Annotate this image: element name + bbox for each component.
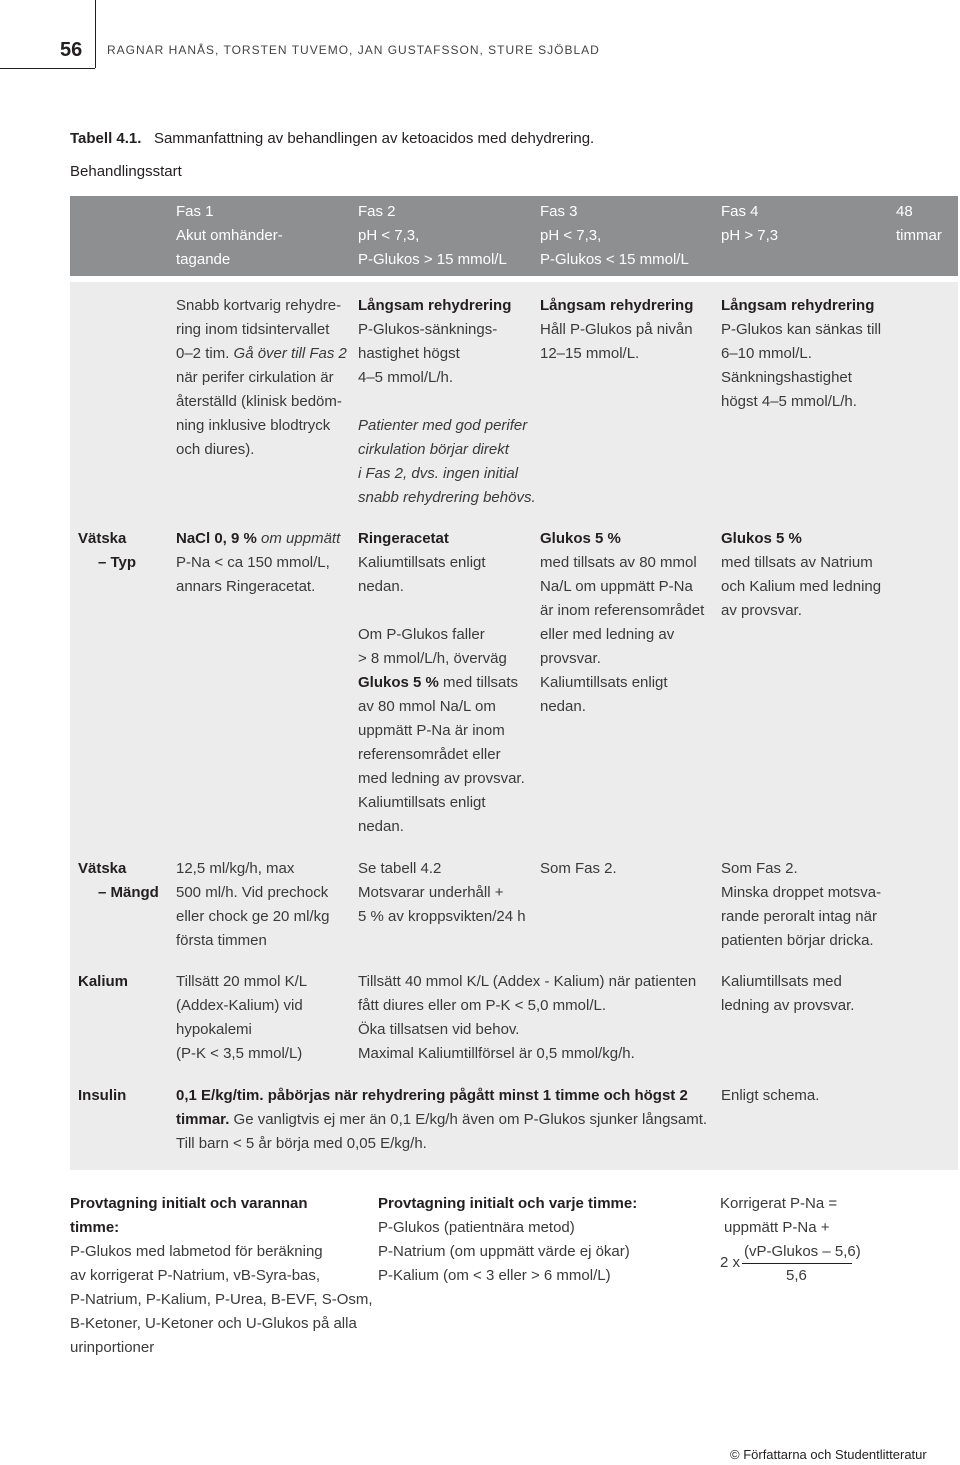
text-line: och Kalium med ledning bbox=[721, 578, 882, 595]
text-line: Kaliumtillsats med bbox=[721, 973, 842, 990]
row-label-vatska-mangd bbox=[78, 857, 159, 905]
cell-general-fas2 bbox=[358, 294, 536, 510]
text-line: Se tabell 4.2 bbox=[358, 860, 442, 877]
cell-typ-fas3 bbox=[540, 527, 704, 719]
text-line: annars Ringeracetat. bbox=[176, 578, 316, 595]
text-line: högst 4–5 mmol/L/h. bbox=[721, 393, 857, 410]
footer-title: timme: bbox=[70, 1219, 120, 1236]
cell-title: Långsam rehydrering bbox=[721, 297, 875, 314]
text-line: med tillsats av Natrium bbox=[721, 554, 873, 571]
row-label-line: Vätska bbox=[78, 530, 127, 547]
row-label-vatska-typ bbox=[78, 527, 136, 575]
text-bold: NaCl 0, 9 % bbox=[176, 530, 257, 547]
row-label-kalium: Kalium bbox=[78, 973, 129, 990]
text-line: P-Glukos kan sänkas till bbox=[721, 321, 882, 338]
cell-title: Långsam rehydrering bbox=[540, 297, 694, 314]
text-line-italic: cirkulation börjar direkt bbox=[358, 441, 509, 458]
text-line: 6–10 mmol/L. bbox=[721, 345, 812, 362]
text-line: Tillsätt 20 mmol K/L bbox=[176, 973, 308, 990]
cell-general-fas3 bbox=[540, 294, 693, 366]
header-fas4 bbox=[721, 200, 778, 248]
header-48-line: timmar bbox=[896, 227, 942, 244]
header-fas3-line: P-Glukos < 15 mmol/L bbox=[540, 251, 689, 268]
text-line: (Addex-Kalium) vid bbox=[176, 997, 303, 1014]
text-line: referensområdet eller bbox=[358, 746, 501, 763]
text-line: nedan. bbox=[358, 578, 404, 595]
header-fas1-line: Akut omhänder- bbox=[176, 227, 283, 244]
text-line: Håll P-Glukos på nivån bbox=[540, 321, 693, 338]
text-line: ring inom tidsintervallet bbox=[176, 321, 330, 338]
text-line: P-Glukos (patientnära metod) bbox=[378, 1219, 575, 1236]
footer-title: Provtagning initialt och varje timme: bbox=[378, 1195, 638, 1212]
cell-typ-fas1 bbox=[176, 527, 340, 599]
text-line: Sänkningshastighet bbox=[721, 369, 852, 386]
text-line: Motsvarar underhåll + bbox=[358, 884, 504, 901]
cell-mangd-fas2 bbox=[358, 857, 526, 929]
page-number: 56 bbox=[60, 39, 83, 61]
text-line: är inom referensområdet bbox=[540, 602, 705, 619]
text-line: nedan. bbox=[540, 698, 586, 715]
footer-formula-numerator: (vP-Glukos – 5,6) bbox=[744, 1243, 861, 1260]
footer-sampling-left bbox=[70, 1192, 373, 1360]
text-line: med tillsats av 80 mmol bbox=[540, 554, 697, 571]
cell-kalium-fas4 bbox=[721, 970, 854, 1018]
text-line: ning inklusive blodtryck bbox=[176, 417, 331, 434]
text-line: eller chock ge 20 ml/kg bbox=[176, 908, 330, 925]
header-fas1-line: Fas 1 bbox=[176, 203, 214, 220]
text-line: Kaliumtillsats enligt bbox=[358, 794, 486, 811]
footer-formula-l2: uppmätt P-Na + bbox=[724, 1219, 830, 1236]
cell-typ-fas4 bbox=[721, 527, 881, 623]
text-bold: Glukos 5 % bbox=[358, 674, 439, 691]
footer-sampling-middle bbox=[378, 1192, 637, 1288]
running-header-authors: RAGNAR HANÅS, TORSTEN TUVEMO, JAN GUSTAFSSON, STURE SJÖBLAD bbox=[107, 43, 600, 57]
text-line: Na/L om uppmätt P-Na bbox=[540, 578, 693, 595]
text-line-italic: Patienter med god perifer bbox=[358, 417, 528, 434]
cell-kalium-fas23 bbox=[358, 970, 696, 1066]
text-span: med tillsats bbox=[443, 674, 519, 691]
footer-formula-denominator: 5,6 bbox=[786, 1267, 807, 1284]
cell-title: Långsam rehydrering bbox=[358, 297, 512, 314]
header-fas1-line: tagande bbox=[176, 251, 231, 268]
text-line: nedan. bbox=[358, 818, 404, 835]
header-fas3-line: Fas 3 bbox=[540, 203, 578, 220]
text-line: P-Na < ca 150 mmol/L, bbox=[176, 554, 330, 571]
cell-mangd-fas3 bbox=[540, 857, 617, 881]
text-line: Till barn < 5 år börja med 0,05 E/kg/h. bbox=[176, 1135, 427, 1152]
header-48-line: 48 bbox=[896, 203, 913, 220]
text-line: 500 ml/h. Vid prechock bbox=[176, 884, 329, 901]
text-line bbox=[176, 342, 347, 366]
text-line: rande peroralt intag när bbox=[721, 908, 877, 925]
cell-mangd-fas1 bbox=[176, 857, 329, 953]
cell-general-fas1 bbox=[176, 294, 347, 462]
text-span: Ge vanligtvis ej mer än 0,1 E/kg/h även om P-Glukos sjunker långsamt. bbox=[233, 1111, 708, 1128]
text-line: hypokalemi bbox=[176, 1021, 252, 1038]
cell-title: Glukos 5 % bbox=[721, 530, 802, 547]
text-bold: timmar. bbox=[176, 1111, 230, 1128]
cell-insulin-fas4 bbox=[721, 1084, 819, 1108]
text-line: Maximal Kaliumtillförsel är 0,5 mmol/kg/h. bbox=[358, 1045, 635, 1062]
text-line: Enligt schema. bbox=[721, 1087, 820, 1104]
text-line: P-Natrium (om uppmätt värde ej ökar) bbox=[378, 1243, 630, 1260]
text-line: 4–5 mmol/L/h. bbox=[358, 369, 454, 386]
cell-kalium-fas1 bbox=[176, 970, 307, 1066]
text-line: av provsvar. bbox=[721, 602, 802, 619]
text-line: ledning av provsvar. bbox=[721, 997, 855, 1014]
header-fas3 bbox=[540, 200, 689, 272]
header-fas2-line: Fas 2 bbox=[358, 203, 396, 220]
footer-formula-factor: 2 x bbox=[720, 1254, 741, 1271]
text-line: P-Glukos-sänknings- bbox=[358, 321, 498, 338]
text-line: fått diures eller om P-K < 5,0 mmol/L. bbox=[358, 997, 607, 1014]
cell-typ-fas2 bbox=[358, 527, 525, 839]
text-line: med ledning av provsvar. bbox=[358, 770, 525, 787]
cell-general-fas4 bbox=[721, 294, 881, 414]
cell-title: Ringeracetat bbox=[358, 530, 449, 547]
text-line-italic: i Fas 2, dvs. ingen initial bbox=[358, 465, 519, 482]
text-line: Om P-Glukos faller bbox=[358, 626, 485, 643]
text-line: urinportioner bbox=[70, 1339, 155, 1356]
text-line-italic: snabb rehydrering behövs. bbox=[358, 489, 536, 506]
text-line: Tillsätt 40 mmol K/L (Addex - Kalium) när patienten bbox=[358, 973, 697, 990]
header-fas3-line: pH < 7,3, bbox=[540, 227, 602, 244]
table-caption-text: Sammanfattning av behandlingen av ketoacidos med dehydrering. bbox=[153, 130, 595, 147]
header-fas2-line: pH < 7,3, bbox=[358, 227, 420, 244]
cell-insulin-fas123 bbox=[176, 1084, 707, 1156]
text-line: Öka tillsatsen vid behov. bbox=[358, 1021, 520, 1038]
header-fas2 bbox=[358, 200, 507, 272]
row-label-line: – Mängd bbox=[98, 884, 159, 901]
text-line: 5 % av kroppsvikten/24 h bbox=[358, 908, 526, 925]
text-line: Kaliumtillsats enligt bbox=[358, 554, 486, 571]
text-line: Minska droppet motsva- bbox=[721, 884, 882, 901]
footer-title: Provtagning initialt och varannan bbox=[70, 1195, 308, 1212]
header-fas4-line: pH > 7,3 bbox=[721, 227, 779, 244]
text-line: P-Kalium (om < 3 eller > 6 mmol/L) bbox=[378, 1267, 611, 1284]
text-line: Snabb kortvarig rehydre- bbox=[176, 297, 342, 314]
header-divider-vertical bbox=[95, 0, 96, 68]
row-label-insulin: Insulin bbox=[78, 1087, 127, 1104]
header-48-timmar bbox=[896, 200, 942, 248]
text-line: Som Fas 2. bbox=[540, 860, 617, 877]
text-line: patienten börjar dricka. bbox=[721, 932, 874, 949]
text-line: Kaliumtillsats enligt bbox=[540, 674, 668, 691]
text-line: hastighet högst bbox=[358, 345, 460, 362]
text-line: första timmen bbox=[176, 932, 267, 949]
footer-formula-l1: Korrigerat P-Na = bbox=[720, 1195, 838, 1212]
cell-title: Glukos 5 % bbox=[540, 530, 621, 547]
header-fas1 bbox=[176, 200, 283, 272]
text-line: när perifer cirkulation är bbox=[176, 369, 334, 386]
text-line: > 8 mmol/L/h, överväg bbox=[358, 650, 507, 667]
text-line: av korrigerat P-Natrium, vB-Syra-bas, bbox=[70, 1267, 321, 1284]
treatment-start-label: Behandlingsstart bbox=[70, 163, 182, 180]
row-label-line: Vätska bbox=[78, 860, 127, 877]
text-line: (P-K < 3,5 mmol/L) bbox=[176, 1045, 303, 1062]
text-line: 12,5 ml/kg/h, max bbox=[176, 860, 295, 877]
header-divider-horizontal bbox=[0, 68, 95, 69]
text-line: Som Fas 2. bbox=[721, 860, 798, 877]
text-span: 0–2 tim. bbox=[176, 345, 230, 362]
table-caption bbox=[70, 127, 594, 151]
text-line: eller med ledning av bbox=[540, 626, 675, 643]
text-line: P-Natrium, P-Kalium, P-Urea, B-EVF, S-Osm, bbox=[70, 1291, 373, 1308]
header-fas4-line: Fas 4 bbox=[721, 203, 759, 220]
text-bold: 0,1 E/kg/tim. påbörjas när rehydrering pågått minst 1 timme och högst 2 bbox=[176, 1087, 688, 1104]
copyright-notice: © Författarna och Studentlitteratur bbox=[730, 1447, 927, 1462]
text-line: och diures). bbox=[176, 441, 255, 458]
text-line: B-Ketoner, U-Ketoner och U-Glukos på alla bbox=[70, 1315, 357, 1332]
text-line: 12–15 mmol/L. bbox=[540, 345, 640, 362]
text-span-italic: Gå över till Fas 2 bbox=[233, 345, 347, 362]
text-italic: om uppmätt bbox=[261, 530, 341, 547]
table-caption-label: Tabell 4.1. bbox=[70, 130, 142, 147]
text-line: provsvar. bbox=[540, 650, 601, 667]
text-line: av 80 mmol Na/L om bbox=[358, 698, 496, 715]
cell-mangd-fas4 bbox=[721, 857, 881, 953]
text-line: återställd (klinisk bedöm- bbox=[176, 393, 342, 410]
row-label-line: – Typ bbox=[98, 554, 137, 571]
text-line: P-Glukos med labmetod för beräkning bbox=[70, 1243, 323, 1260]
header-fas2-line: P-Glukos > 15 mmol/L bbox=[358, 251, 507, 268]
text-line: uppmätt P-Na är inom bbox=[358, 722, 505, 739]
